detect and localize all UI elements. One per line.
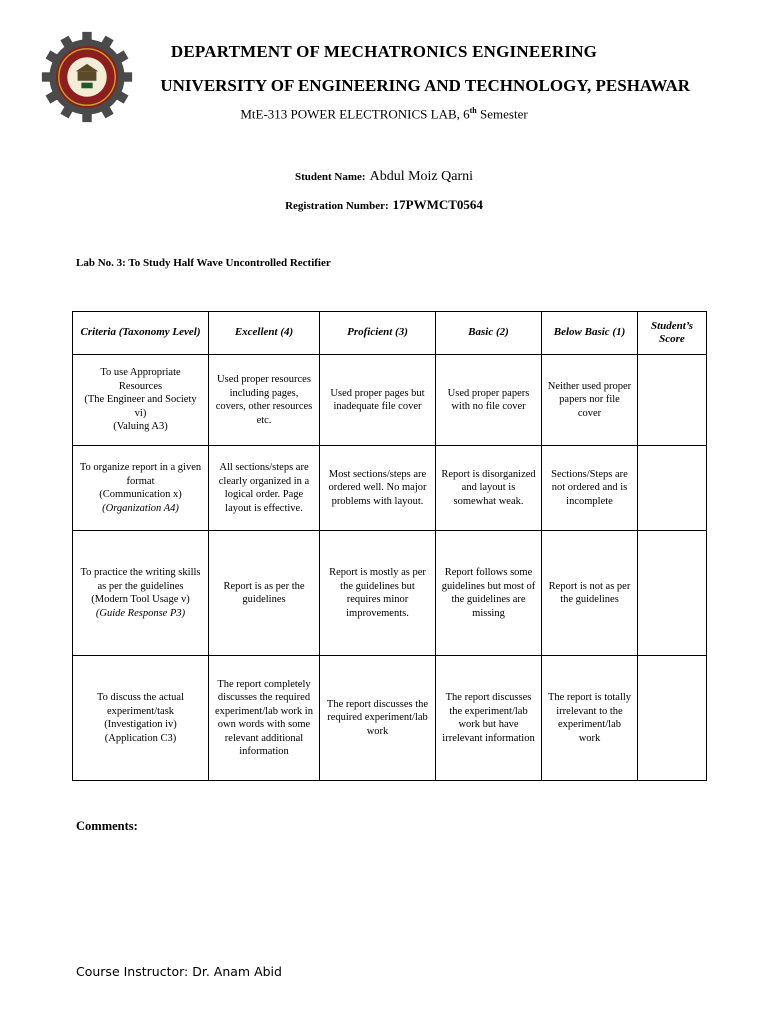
comments-label: Comments: (76, 819, 138, 833)
header-proficient: Proficient (3) (320, 312, 436, 355)
table-row (73, 355, 707, 446)
excellent-cell: Used proper resources including pages, covers, other resources etc. (209, 355, 320, 446)
score-cell[interactable] (638, 531, 707, 656)
table-header-row (73, 312, 707, 355)
department-title: DEPARTMENT OF MECHATRONICS ENGINEERING (170, 42, 598, 61)
proficient-cell: The report discusses the required experiment/lab work (320, 656, 436, 781)
criteria-cell (73, 531, 209, 656)
rubric-table (72, 311, 707, 781)
excellent-cell: All sections/steps are clearly organized in a logical order. Page layout is effective. (209, 446, 320, 531)
proficient-cell: Used proper pages but inadequate file cover (320, 355, 436, 446)
table-row (73, 446, 707, 531)
score-cell[interactable] (638, 656, 707, 781)
excellent-cell: Report is as per the guidelines (209, 531, 320, 656)
registration-value: 17PWMCT0564 (392, 197, 483, 212)
course-prefix: MtE-313 POWER ELECTRONICS LAB, 6 (240, 106, 470, 122)
criteria-cell (73, 656, 209, 781)
header-basic: Basic (2) (436, 312, 542, 355)
basic-cell: Report is disorganized and layout is somewhat weak. (436, 446, 542, 531)
course-suffix: Semester (476, 106, 528, 122)
criteria-taxonomy: (Guide Response P3) (95, 607, 186, 619)
criteria-outcome: (The Engineer and Society vi) (84, 394, 197, 419)
header-excellent: Excellent (4) (209, 312, 320, 355)
university-title-text: UNIVERSITY OF ENGINEERING AND TECHNOLOGY, PESHAWAR (160, 76, 690, 95)
student-name-value: Abdul Moiz Qarni (369, 169, 474, 184)
header-below-basic: Below Basic (1) (542, 312, 638, 355)
proficient-cell: Report is mostly as per the guidelines but requires minor improvements. (320, 531, 436, 656)
criteria-text: To use Appropriate Resources (100, 367, 181, 392)
criteria-cell (73, 446, 209, 531)
header-student-score: Student’s Score (638, 312, 707, 355)
below-basic-cell: Neither used proper papers nor file cover (542, 355, 638, 446)
university-title (126, 76, 696, 98)
below-basic-cell: The report is totally irrelevant to the experiment/lab work (542, 656, 638, 781)
registration-line (0, 197, 768, 213)
basic-cell: Used proper papers with no file cover (436, 355, 542, 446)
below-basic-cell: Report is not as per the guidelines (542, 531, 638, 656)
criteria-taxonomy: (Valuing A3) (113, 421, 168, 433)
course-sup: th (469, 106, 477, 115)
table-row (73, 531, 707, 656)
criteria-text: To organize report in a given format (79, 462, 202, 487)
student-name-label: Student Name: (294, 171, 366, 183)
course-title (0, 106, 768, 122)
student-name-line (0, 169, 768, 185)
criteria-cell (73, 355, 209, 446)
header-criteria: Criteria (Taxonomy Level) (73, 312, 209, 355)
criteria-taxonomy: (Organization A4) (102, 502, 179, 514)
criteria-text: To practice the writing skills as per the guidelines (80, 567, 201, 592)
score-cell[interactable] (638, 355, 707, 446)
criteria-text: To discuss the actual experiment/task (96, 692, 185, 717)
criteria-taxonomy: (Application C3) (104, 732, 177, 744)
lab-title: Lab No. 3: To Study Half Wave Uncontrolled Rectifier (76, 257, 331, 269)
criteria-outcome: (Communication x) (99, 489, 182, 500)
below-basic-cell: Sections/Steps are not ordered and is incomplete (542, 446, 638, 531)
course-instructor: Course Instructor: Dr. Anam Abid (76, 964, 282, 979)
table-row (73, 656, 707, 781)
basic-cell: Report follows some guidelines but most of the guidelines are missing (436, 531, 542, 656)
registration-label: Registration Number: (285, 200, 389, 212)
criteria-outcome: (Modern Tool Usage v) (91, 594, 190, 605)
basic-cell: The report discusses the experiment/lab work but have irrelevant information (436, 656, 542, 781)
criteria-outcome: (Investigation iv) (104, 719, 177, 730)
proficient-cell: Most sections/steps are ordered well. No major problems with layout. (320, 446, 436, 531)
score-cell[interactable] (638, 446, 707, 531)
excellent-cell: The report completely discusses the required experiment/lab work in own words with some relevant additional information (209, 656, 320, 781)
